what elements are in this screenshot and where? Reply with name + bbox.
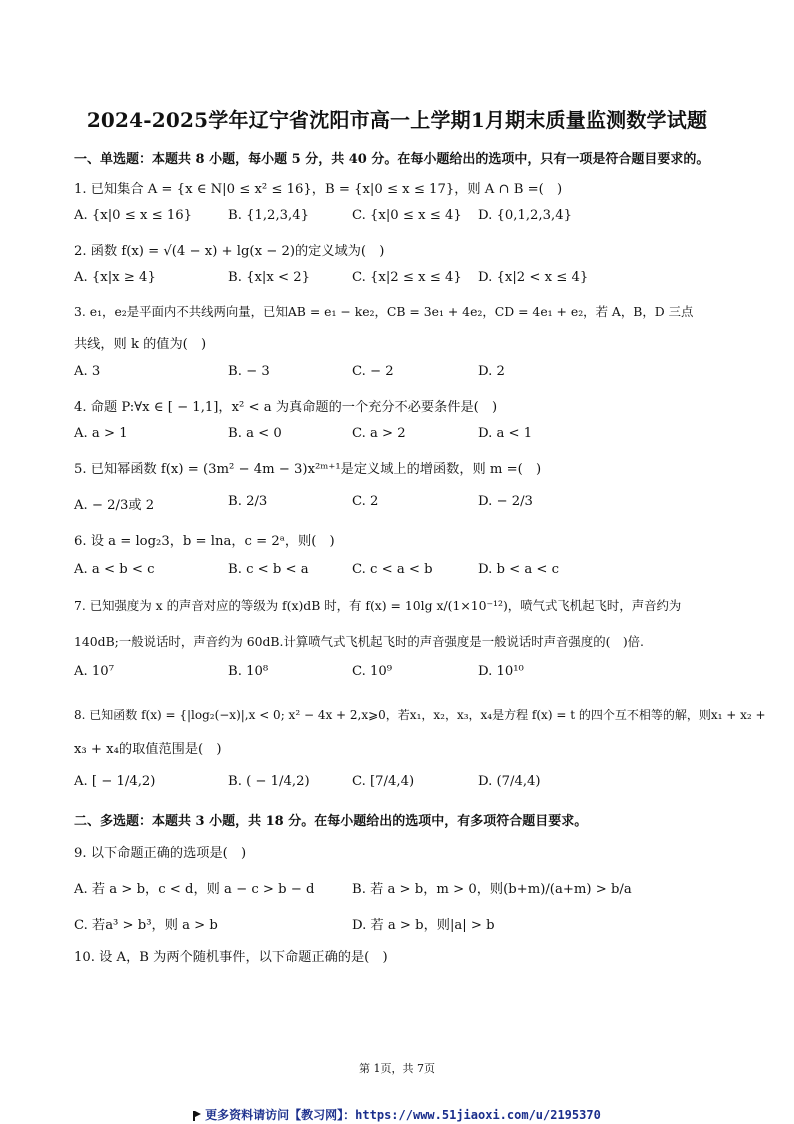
q6-option-d: D. b < a < c: [478, 562, 560, 577]
q6-option-b: B. c < b < a: [228, 562, 309, 577]
q2-option-d: D. {x|2 < x ≤ 4}: [478, 270, 589, 285]
q3-option-c: C. − 2: [352, 364, 394, 379]
q9-option-c: C. 若a³ > b³，则 a > b: [74, 918, 218, 933]
q7-option-a: A. 10⁷: [74, 664, 114, 679]
q9-option-b: B. 若 a > b，m > 0，则(b+m)/(a+m) > b/a: [352, 882, 632, 897]
q4-option-d: D. a < 1: [478, 426, 533, 441]
q3-option-b: B. − 3: [228, 364, 270, 379]
page-number: 第 1页，共 7页: [359, 1062, 435, 1075]
q5-option-d: D. − 2/3: [478, 494, 533, 509]
q9-option-d: D. 若 a > b，则|a| > b: [352, 918, 495, 933]
q3-option-d: D. 2: [478, 364, 505, 379]
q1-option-d: D. {0,1,2,3,4}: [478, 208, 572, 223]
q7-option-b: B. 10⁸: [228, 664, 269, 679]
question-9-stem: 9. 以下命题正确的选项是( ): [74, 846, 247, 861]
question-3-stem-line1: 3. e₁，e₂是平面内不共线两向量，已知AB = e₁ − ke₂，CB = 3e₁ + 4e₂，CD = 4e₁ + e₂，若 A，B，D 三点: [74, 304, 694, 319]
question-7-stem-line1: 7. 已知强度为 x 的声音对应的等级为 f(x)dB 时，有 f(x) = 10lg x/(1×10⁻¹²)，喷气式飞机起飞时，声音约为: [74, 598, 682, 613]
q8-option-c: C. [7/4,4): [352, 774, 415, 789]
q7-option-d: D. 10¹⁰: [478, 664, 524, 679]
q2-option-c: C. {x|2 ≤ x ≤ 4}: [352, 270, 462, 285]
q8-option-a: A. [ − 1/4,2): [74, 774, 156, 789]
q6-option-a: A. a < b < c: [74, 562, 155, 577]
q4-option-b: B. a < 0: [228, 426, 282, 441]
q2-option-a: A. {x|x ≥ 4}: [74, 270, 156, 285]
promo-link[interactable]: [0, 1106, 794, 1123]
question-1-stem: 1. 已知集合 A = {x ∈ N|0 ≤ x² ≤ 16}，B = {x|0 ≤ x ≤ 17}，则 A ∩ B =( ): [74, 182, 563, 197]
section-multi-choice-header: 二、多选题：本题共 3 小题，共 18 分。在每小题给出的选项中，有多项符合题目要求。: [74, 814, 588, 829]
question-2-stem: 2. 函数 f(x) = √(4 − x) + lg(x − 2)的定义域为( ): [74, 244, 385, 259]
section-single-choice-header: 一、单选题：本题共 8 小题，每小题 5 分，共 40 分。在每小题给出的选项中，只有一项是符合题目要求的。: [74, 152, 710, 167]
page-title: 2024-2025学年辽宁省沈阳市高一上学期1月期末质量监测数学试题: [86, 108, 708, 132]
flag-icon: [193, 1111, 201, 1120]
q2-option-b: B. {x|x < 2}: [228, 270, 310, 285]
question-7-stem-line2: 140dB;一般说话时，声音约为 60dB.计算喷气式飞机起飞时的声音强度是一般说话时声音强度的( )倍.: [74, 634, 644, 649]
q1-option-a: A. {x|0 ≤ x ≤ 16}: [74, 208, 193, 223]
q5-option-c: C. 2: [352, 494, 379, 509]
q5-option-a: A. − 2/3或 2: [74, 498, 155, 513]
q4-option-c: C. a > 2: [352, 426, 406, 441]
q9-option-a: A. 若 a > b，c < d，则 a − c > b − d: [74, 882, 315, 897]
q5-option-b: B. 2/3: [228, 494, 268, 509]
promo-text[interactable]: 更多资料请访问【教习网】：https://www.51jiaoxi.com/u/2195370: [205, 1108, 601, 1122]
q3-option-a: A. 3: [74, 364, 101, 379]
question-10-stem: 10. 设 A，B 为两个随机事件，以下命题正确的是( ): [74, 950, 388, 965]
q8-option-d: D. (7/4,4): [478, 774, 541, 789]
question-5-stem: 5. 已知幂函数 f(x) = (3m² − 4m − 3)x²ᵐ⁺¹是定义域上的增函数，则 m =( ): [74, 462, 542, 477]
q6-option-c: C. c < a < b: [352, 562, 433, 577]
question-8-stem-line2: x₃ + x₄的取值范围是( ): [74, 742, 222, 757]
question-4-stem: 4. 命题 P:∀x ∈ [ − 1,1]，x² < a 为真命题的一个充分不必要条件是( ): [74, 400, 498, 415]
question-8-stem-line1: 8. 已知函数 f(x) = {|log₂(−x)|,x < 0; x² − 4x + 2,x⩾0，若x₁，x₂，x₃，x₄是方程 f(x) = t 的四个互不相等的解，则x₁ + x₂ +: [74, 708, 766, 722]
question-6-stem: 6. 设 a = log₂3，b = lna，c = 2ᵃ，则( ): [74, 534, 335, 549]
q7-option-c: C. 10⁹: [352, 664, 393, 679]
q1-option-c: C. {x|0 ≤ x ≤ 4}: [352, 208, 462, 223]
q4-option-a: A. a > 1: [74, 426, 128, 441]
q1-option-b: B. {1,2,3,4}: [228, 208, 309, 223]
question-3-stem-line2: 共线，则 k 的值为( ): [74, 337, 207, 352]
q8-option-b: B. ( − 1/4,2): [228, 774, 310, 789]
